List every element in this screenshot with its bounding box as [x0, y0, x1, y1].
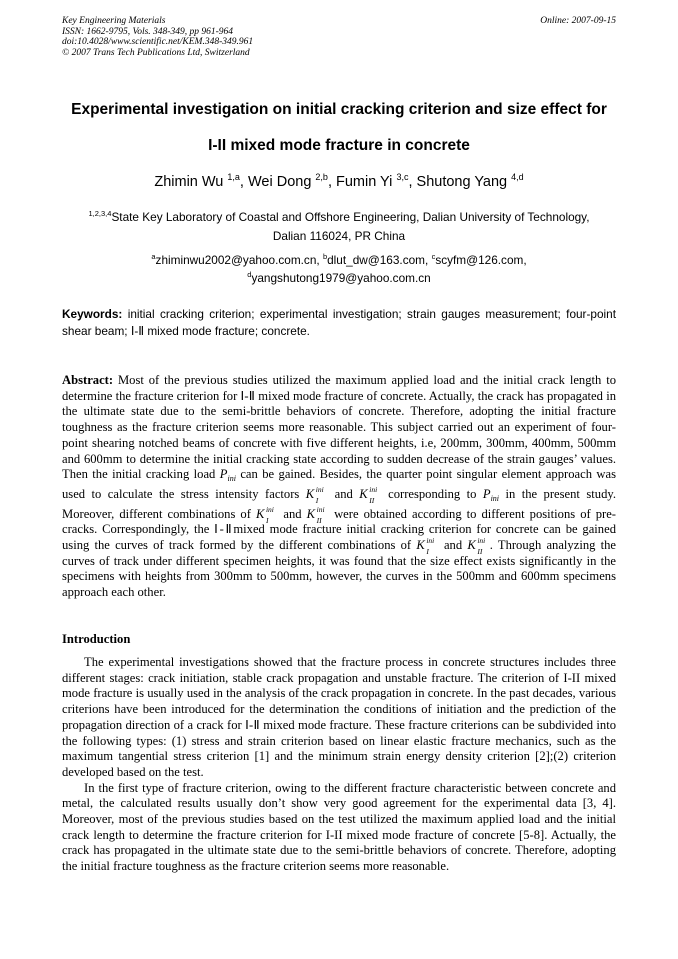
author-separator: , — [327, 174, 336, 190]
abstract-text: in the present study. Moreover, different combinations of — [62, 486, 616, 521]
email-link[interactable]: yangshutong1979@yahoo.com.cn — [251, 271, 431, 285]
journal-name: Key Engineering Materials — [62, 16, 166, 26]
title-line-1: Experimental investigation on initial cracking criterion and size effect for — [71, 101, 607, 118]
keywords — [62, 306, 616, 340]
journal-header — [62, 16, 616, 58]
copyright-line: © 2007 Trans Tech Publications Ltd, Switzerland — [62, 47, 250, 58]
affiliation-sup: 1,2,3,4 — [88, 209, 112, 218]
author-separator: , — [239, 174, 248, 190]
author-sup: 1,a — [227, 172, 240, 182]
issn-line: ISSN: 1662-9795, Vols. 348-349, pp 961-964 — [62, 26, 233, 37]
keywords-text: initial cracking criterion; experimental investigation; strain gauges measurement; four-point shear beam; Ⅰ-Ⅱ mixed mode fracture; concrete. — [62, 307, 616, 338]
email-sup: c — [431, 252, 436, 261]
email-sup: a — [151, 252, 156, 261]
author-sup: 2,b — [315, 172, 328, 182]
abstract-text: . Through analyzing the curves of track under different specimen heights, it was found that the size effect exists significantly in the specimens with heights from 300mm to 500mm, however, the curves in the 500mm and 600mm specimens approach each other. — [62, 538, 617, 600]
introduction-body — [62, 655, 616, 875]
title-line-2: I-II mixed mode fracture in concrete — [208, 137, 470, 154]
author-name: Wei Dong — [247, 174, 312, 190]
author-separator: , — [408, 174, 417, 190]
abstract-text: corresponding to — [388, 486, 477, 501]
author-name: Fumin Yi — [336, 174, 393, 190]
email-link[interactable]: dlut_dw@163.com, — [327, 253, 429, 267]
author-name: Zhimin Wu — [154, 174, 224, 190]
p-ini-symbol: $P_{ini}$ — [219, 467, 236, 484]
k2-ini-symbol: K ini II — [306, 504, 325, 525]
email-link[interactable]: zhiminwu2002@yahoo.com.cn, — [155, 253, 320, 267]
author-sup: 3,c — [396, 172, 409, 182]
email-list — [62, 251, 616, 287]
keywords-label: Keywords: — [62, 307, 123, 321]
abstract-text: can be gained. Besides, the quarter point singular element approach was used to calculate the stress intensity factors — [62, 467, 616, 501]
k1-ini-symbol: K ini I — [255, 504, 274, 525]
abstract — [62, 373, 616, 601]
introduction-paragraph: In the first type of fracture criterion, owing to the different fracture characteristic between concrete and metal, the calculated results usually don’t show very good agreement for the experimental data [3, 4]. Moreover, most of the previous studies based on the test utilized the maximum applied load and the initial crack length to determine the fracture criterion for I-II mixed mode fracture of concrete [5-8]. Actually, the crack has propagated in the ultimate state due to the semi-brittle behaviors of concrete. Therefore, adopting the initial fracture toughness as the fracture criterion seems more reasonable. — [62, 780, 616, 874]
k2-ini-symbol: K ini II — [359, 484, 378, 505]
affiliation — [62, 208, 616, 246]
email-link[interactable]: scyfm@126.com, — [435, 253, 527, 267]
abstract-text: and — [334, 486, 353, 501]
affiliation-line-2: Dalian 116024, PR China — [272, 229, 406, 243]
author-sup: 4,d — [511, 172, 524, 182]
k1-ini-symbol: K ini I — [305, 484, 324, 505]
email-sup: d — [247, 270, 252, 279]
abstract-text: Most of the previous studies utilized the maximum applied load and the initial crack length to determine the fracture criterion for Ⅰ-Ⅱ mixed mode fracture of concrete. Actually, the crack has propagated in the ultimate state due to the semi-brittle behaviors of concrete. Therefore, adopting the initial fracture toughness as the fracture criterion seems more reasonable. This subject carried out an experiment of four-point shearing notched beams of concrete with five different heights, i.e, 200mm, 300mm, 400mm, 500mm and 600mm to determine the initial cracking state according to sudden decrease of the strain gauges’ values. Then the initial cracking load — [62, 373, 617, 482]
paper-title — [62, 92, 616, 164]
introduction-paragraph: The experimental investigations showed that the fracture process in concrete structures includes three different stages: crack initiation, stable crack propagation and unstable fracture. The criterion of I-II mixed mode fracture is usually used in the analysis of the crack propagation in concrete. In the past decades, various criterions have been introduced for the determination the conditions of initiation and the prediction of the propagation direction of a crack for Ⅰ-Ⅱ mixed mode fracture. These fracture criterions can be subdivided into the following types: (1) stress and strain criterion based on linear elastic fracture mechanics, such as the maximum tangential stress criterion [1] and the minimum strain energy density criterion [2];(2) criterion developed based on the test. — [62, 655, 616, 779]
abstract-text: were obtained according to different positions of pre-cracks. Correspondingly, the Ⅰ-Ⅱmixed mode fracture initial cracking criterion for concrete can be gained using the curves of track formed by the different combinations of — [62, 506, 616, 553]
abstract-label: Abstract: — [62, 373, 114, 387]
k2-ini-symbol: K ini II — [467, 536, 486, 557]
email-sup: b — [322, 252, 328, 261]
author-name: Shutong Yang — [416, 174, 508, 190]
author-list — [62, 172, 616, 192]
introduction-heading: Introduction — [62, 632, 131, 646]
online-date: Online: 2007-09-15 — [540, 16, 616, 26]
abstract-text: and — [443, 538, 463, 553]
p-ini-symbol: $P_{ini}$ — [482, 486, 500, 503]
abstract-text: and — [283, 506, 302, 521]
k1-ini-symbol: K ini I — [416, 536, 435, 557]
affiliation-line-1: State Key Laboratory of Coastal and Offshore Engineering, Dalian University of Technology, — [111, 210, 590, 224]
doi-line: doi:10.4028/www.scientific.net/KEM.348-349.961 — [62, 37, 254, 47]
